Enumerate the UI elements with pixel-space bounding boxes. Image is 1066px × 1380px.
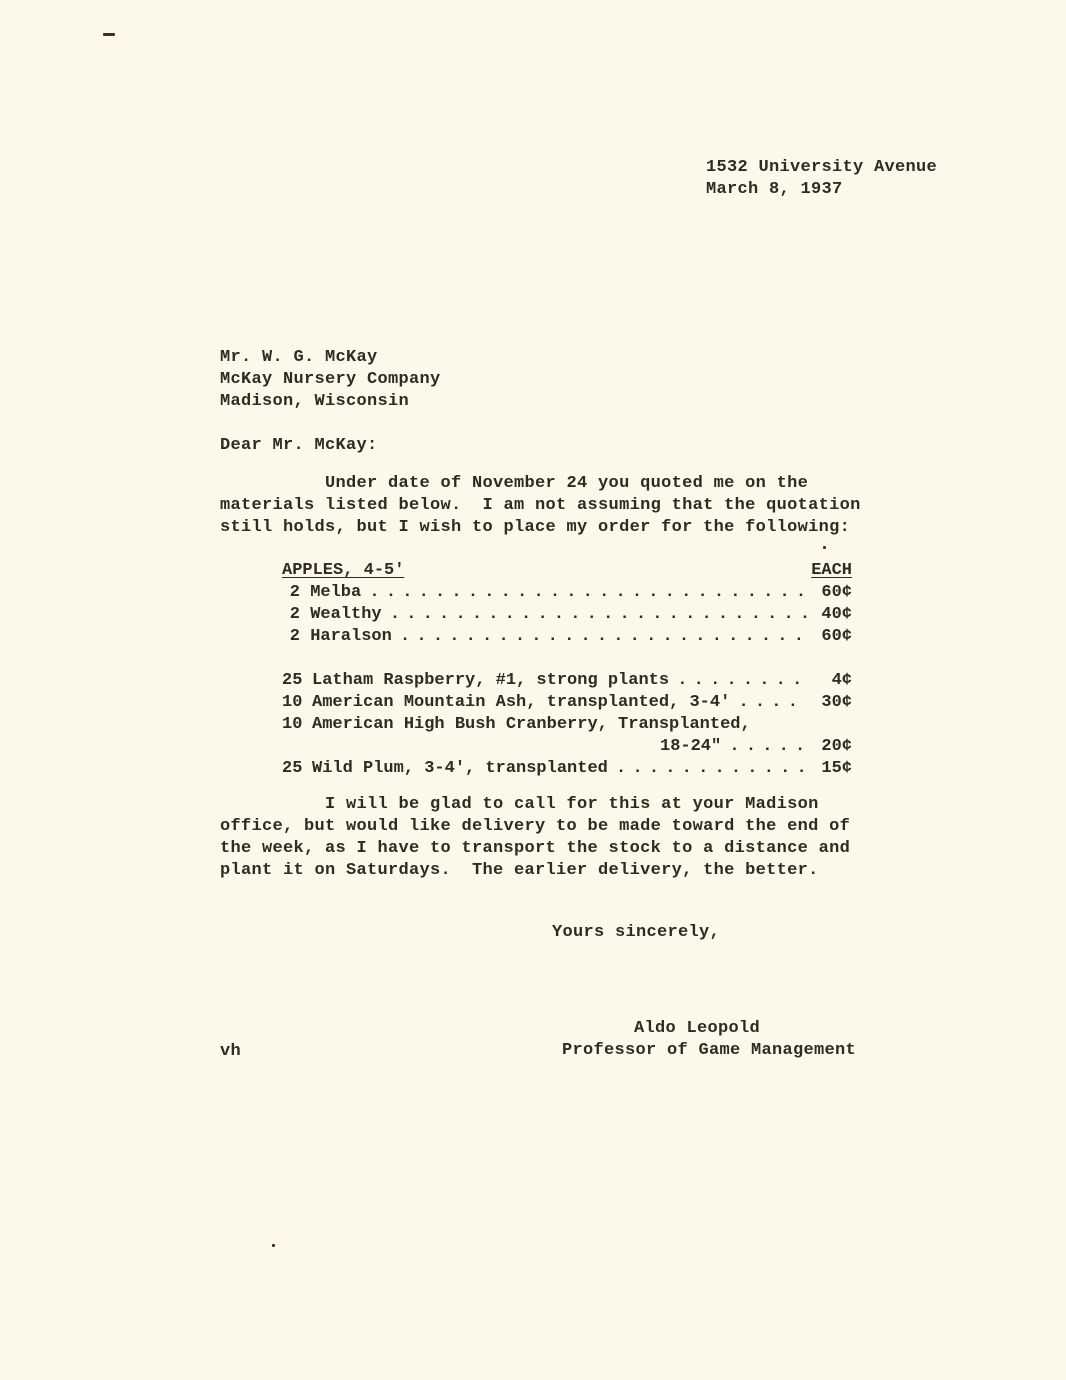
item-price: 4¢ bbox=[831, 671, 852, 690]
body-paragraph-2 bbox=[220, 794, 850, 882]
paragraph-1-line: still holds, but I wish to place my order for the following: bbox=[220, 518, 851, 537]
item-qty: 10 bbox=[282, 715, 303, 734]
apples-heading: APPLES, 4-5' bbox=[282, 561, 405, 580]
item-qty: 25 bbox=[282, 671, 303, 690]
item-qty: 2 bbox=[289, 583, 300, 602]
paper-speck bbox=[823, 546, 826, 549]
paragraph-1-line: Under date of November 24 you quoted me on the bbox=[220, 474, 809, 493]
item-price: 40¢ bbox=[821, 605, 852, 624]
body-paragraph-1 bbox=[220, 473, 861, 539]
order-item bbox=[282, 626, 808, 648]
typist-initials: vh bbox=[220, 1042, 242, 1061]
item-qty: 10 bbox=[282, 693, 303, 712]
paragraph-2-line: I will be glad to call for this at your Madison bbox=[220, 795, 819, 814]
sender-address: 1532 University Avenue bbox=[706, 158, 938, 177]
order-item bbox=[282, 604, 808, 626]
order-row bbox=[282, 582, 852, 604]
order-item bbox=[282, 714, 751, 736]
order-header bbox=[282, 560, 852, 582]
order-item bbox=[282, 692, 808, 714]
recipient-name: Mr. W. G. McKay bbox=[220, 348, 378, 367]
item-name: Latham Raspberry, #1, strong plants bbox=[312, 671, 670, 690]
item-size bbox=[660, 736, 808, 758]
item-name: Wild Plum, 3-4', transplanted bbox=[312, 759, 608, 778]
paragraph-2-line: office, but would like delivery to be made toward the end of bbox=[220, 817, 851, 836]
item-name: American High Bush Cranberry, Transplanted, bbox=[312, 715, 751, 734]
item-name: Melba bbox=[310, 583, 362, 602]
item-price: 15¢ bbox=[821, 759, 852, 778]
order-row bbox=[282, 714, 852, 736]
order-item bbox=[282, 758, 808, 780]
recipient-city: Madison, Wisconsin bbox=[220, 392, 410, 411]
order-item bbox=[282, 582, 808, 604]
item-name: Haralson bbox=[310, 627, 392, 646]
paper-speck bbox=[103, 33, 115, 36]
salutation: Dear Mr. McKay: bbox=[220, 436, 378, 455]
order-list bbox=[282, 560, 852, 780]
closing: Yours sincerely, bbox=[552, 923, 721, 942]
order-row bbox=[282, 626, 852, 648]
item-qty: 25 bbox=[282, 759, 303, 778]
item-name: American Mountain Ash, transplanted, 3-4' bbox=[312, 693, 731, 712]
paragraph-2-line: plant it on Saturdays. The earlier delivery, the better. bbox=[220, 861, 819, 880]
item-price: 60¢ bbox=[821, 583, 852, 602]
order-row bbox=[282, 604, 852, 626]
paragraph-2-line: the week, as I have to transport the stock to a distance and bbox=[220, 839, 851, 858]
item-name: Wealthy bbox=[310, 605, 382, 624]
signature-name: Aldo Leopold bbox=[634, 1019, 761, 1038]
item-qty: 2 bbox=[289, 627, 300, 646]
item-price: 30¢ bbox=[821, 693, 852, 712]
signature-title: Professor of Game Management bbox=[562, 1041, 857, 1060]
paragraph-1-line: materials listed below. I am not assuming that the quotation bbox=[220, 496, 861, 515]
order-item bbox=[282, 670, 808, 692]
item-price: 60¢ bbox=[821, 627, 852, 646]
each-heading: EACH bbox=[811, 561, 852, 580]
order-row bbox=[282, 670, 852, 692]
item-qty: 2 bbox=[289, 605, 300, 624]
order-row bbox=[282, 758, 852, 780]
order-row bbox=[282, 692, 852, 714]
order-row bbox=[282, 736, 852, 758]
letter-date: March 8, 1937 bbox=[706, 180, 843, 199]
spacer bbox=[282, 648, 852, 670]
item-price: 20¢ bbox=[821, 737, 852, 756]
paper-speck bbox=[272, 1244, 275, 1247]
recipient-company: McKay Nursery Company bbox=[220, 370, 441, 389]
item-size-value: 18-24" bbox=[660, 737, 722, 756]
